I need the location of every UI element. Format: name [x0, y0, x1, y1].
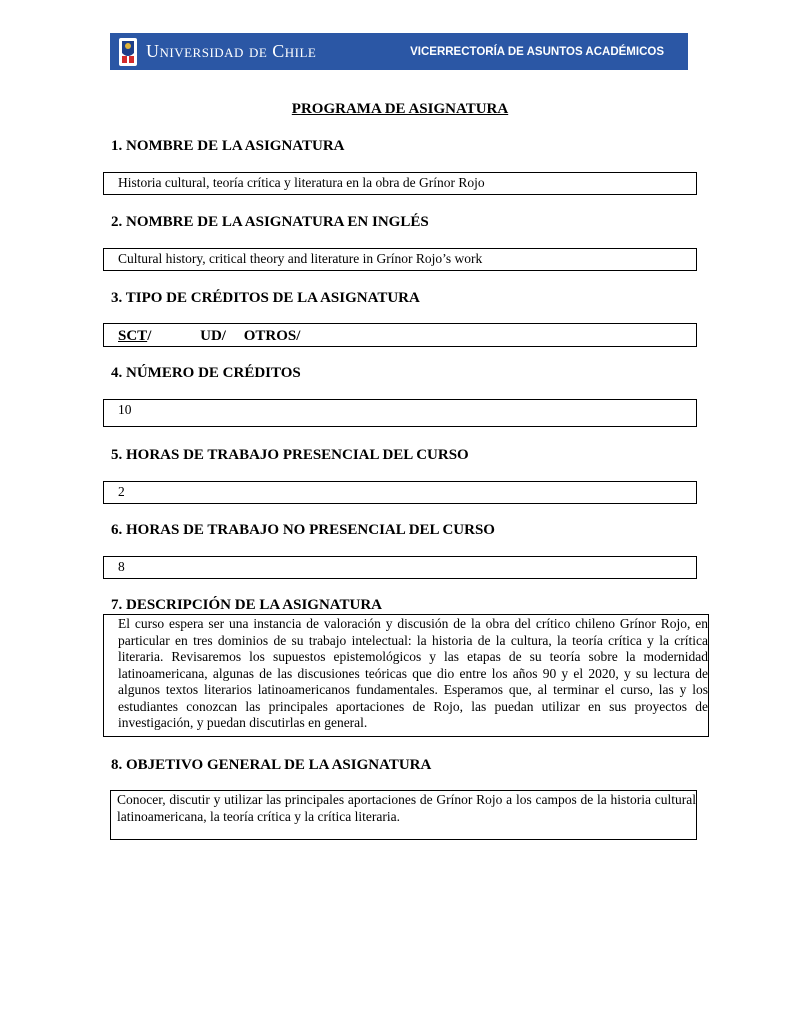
section-4-box [103, 399, 697, 427]
credit-type-sct: SCT [118, 328, 148, 344]
university-seal-icon [118, 37, 138, 67]
credit-type-otros: OTROS/ [243, 328, 301, 344]
section-6-heading: 6. HORAS DE TRABAJO NO PRESENCIAL DEL CURSO [111, 522, 495, 538]
credit-number: 10 [118, 402, 132, 417]
section-7-heading: 7. DESCRIPCIÓN DE LA ASIGNATURA [111, 597, 383, 613]
section-3-heading: 3. TIPO DE CRÉDITOS DE LA ASIGNATURA [111, 290, 420, 306]
general-objective: Conocer, discutir y utilizar las principales aportaciones de Grínor Rojo a los campos de la historia cultural latinoamericana, la teoría crítica y la crítica literaria. [117, 792, 696, 824]
section-5-box [103, 481, 697, 504]
section-1-heading: 1. NOMBRE DE LA ASIGNATURA [111, 138, 345, 154]
university-name: Universidad de Chile [146, 41, 317, 61]
section-2-box [103, 248, 697, 271]
section-5-heading: 5. HORAS DE TRABAJO PRESENCIAL DEL CURSO [111, 447, 469, 463]
section-8-box [110, 790, 697, 840]
section-6-box [103, 556, 697, 579]
course-description: El curso espera ser una instancia de valoración y discusión de la obra del crítico chileno Grínor Rojo, en particular en tres dominios de su trabajo intelectual: la historia de la cultura, la teoría crítica y la crítica literaria. Revisaremos los supuestos epistemológicos y las etapas de su teoría sobre la modernidad latinoamericana, algunas de las discusiones teóricas que dio entre los años 90 y el 2020, y su lectura de algunos textos literarios latinoamericanos fundamentales. Esperamos que, al terminar el curso, las y los estudiantes conozcan las principales aportaciones de Rojo, las puedan utilizar en sus proyectos de investigación, y puedan discutirlas en general. [118, 616, 708, 730]
course-name: Historia cultural, teoría crítica y literatura en la obra de Grínor Rojo [118, 175, 485, 190]
vicerrectoria-label: VICERRECTORÍA DE ASUNTOS ACADÉMICOS [410, 45, 664, 58]
non-presential-hours: 8 [118, 559, 125, 574]
course-name-english: Cultural history, critical theory and literature in Grínor Rojo’s work [118, 251, 483, 266]
section-3-box [103, 323, 697, 347]
section-8-heading: 8. OBJETIVO GENERAL DE LA ASIGNATURA [111, 757, 432, 773]
section-1-box [103, 172, 697, 195]
header-banner [110, 33, 688, 70]
credit-type-ud: UD/ [200, 328, 226, 344]
section-2-heading: 2. NOMBRE DE LA ASIGNATURA EN INGLÉS [111, 214, 429, 230]
page-title: PROGRAMA DE ASIGNATURA [291, 101, 509, 117]
university-logo [118, 37, 316, 67]
section-7-box [103, 614, 709, 737]
presential-hours: 2 [118, 484, 125, 499]
section-4-heading: 4. NÚMERO DE CRÉDITOS [111, 365, 301, 381]
credit-type-sct-slash: / [147, 328, 152, 344]
